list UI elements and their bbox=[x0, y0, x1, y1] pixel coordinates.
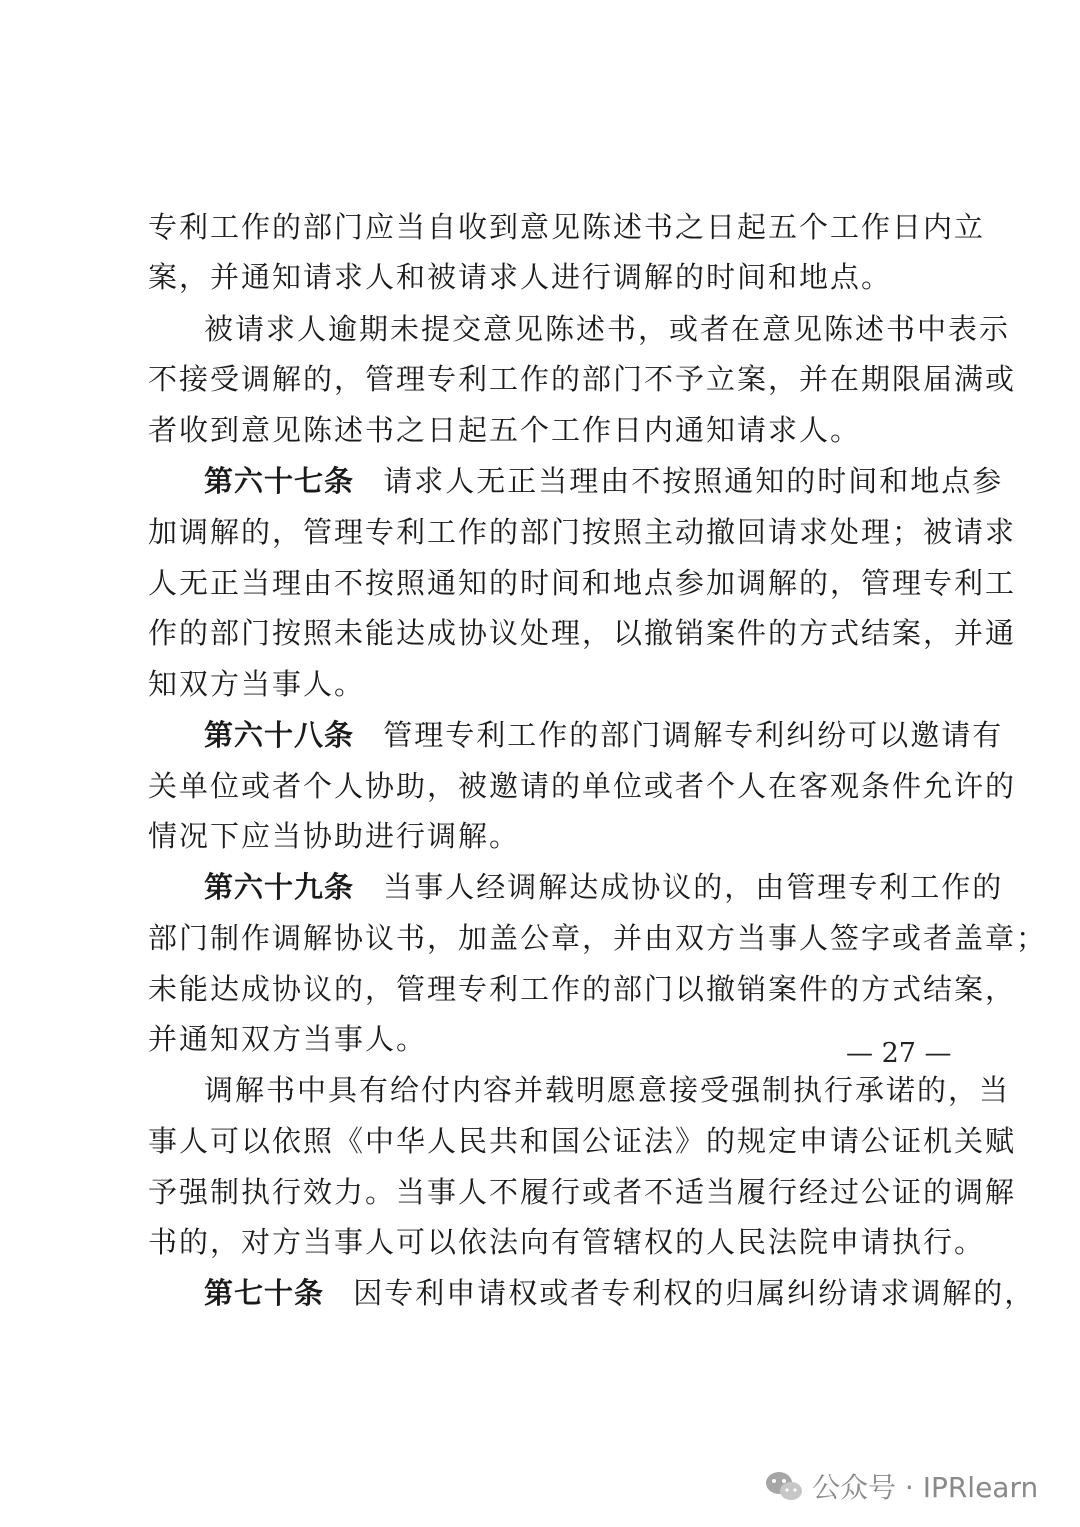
article-text: 请求人无正当理由不按照通知的时间和地点参 bbox=[383, 464, 1004, 498]
paragraph-line: 人无正当理由不按照通知的时间和地点参加调解的，管理专利工 bbox=[148, 566, 1017, 600]
paragraph-line: 情况下应当协助进行调解。 bbox=[148, 819, 521, 853]
paragraph-line: 书的，对方当事人可以依法向有管辖权的人民法院申请执行。 bbox=[148, 1225, 986, 1259]
watermark-text: 公众号 · IPRlearn bbox=[812, 1471, 1039, 1504]
watermark bbox=[764, 1466, 1038, 1506]
page-number: — 27 — bbox=[846, 1038, 952, 1069]
paragraph-line: 部门制作调解协议书，加盖公章，并由双方当事人签字或者盖章； bbox=[148, 921, 1048, 955]
article-line bbox=[204, 463, 1004, 499]
article-text: 因专利申请权或者专利权的归属纠纷请求调解的， bbox=[353, 1276, 1036, 1310]
paragraph-line: 者收到意见陈述书之日起五个工作日内通知请求人。 bbox=[148, 413, 862, 447]
paragraph-line: 未能达成协议的，管理专利工作的部门以撤销案件的方式结案， bbox=[148, 972, 1017, 1006]
paragraph-line: 被请求人逾期未提交意见陈述书，或者在意见陈述书中表示 bbox=[204, 312, 1011, 346]
article-title: 第六十八条 bbox=[204, 718, 355, 752]
article-text: 当事人经调解达成协议的，由管理专利工作的 bbox=[383, 870, 1004, 904]
paragraph-line: 知双方当事人。 bbox=[148, 667, 366, 701]
paragraph-line: 加调解的，管理专利工作的部门按照主动撤回请求处理；被请求 bbox=[148, 515, 1017, 549]
article-title: 第六十九条 bbox=[204, 870, 355, 904]
paragraph-line: 予强制执行效力。当事人不履行或者不适当履行经过公证的调解 bbox=[148, 1175, 1017, 1209]
paragraph-line: 并通知双方当事人。 bbox=[148, 1022, 428, 1056]
paragraph-line: 关单位或者个人协助，被邀请的单位或者个人在客观条件允许的 bbox=[148, 769, 1017, 803]
article-title: 第六十七条 bbox=[204, 464, 355, 498]
wechat-icon bbox=[764, 1469, 804, 1503]
article-title: 第七十条 bbox=[204, 1276, 325, 1310]
paragraph-line: 调解书中具有给付内容并载明愿意接受强制执行承诺的，当 bbox=[204, 1073, 1011, 1107]
article-line bbox=[204, 717, 1004, 753]
paragraph-line: 作的部门按照未能达成协议处理，以撤销案件的方式结案，并通 bbox=[148, 616, 1017, 650]
paragraph-line: 专利工作的部门应当自收到意见陈述书之日起五个工作日内立 bbox=[148, 210, 986, 244]
paragraph-line: 案，并通知请求人和被请求人进行调解的时间和地点。 bbox=[148, 260, 893, 294]
paragraph-line: 不接受调解的，管理专利工作的部门不予立案，并在期限届满或 bbox=[148, 362, 1017, 396]
article-text: 管理专利工作的部门调解专利纠纷可以邀请有 bbox=[383, 718, 1004, 752]
article-line bbox=[204, 869, 1004, 905]
article-line bbox=[204, 1275, 1036, 1311]
paragraph-line: 事人可以依照《中华人民共和国公证法》的规定申请公证机关赋 bbox=[148, 1124, 1017, 1158]
